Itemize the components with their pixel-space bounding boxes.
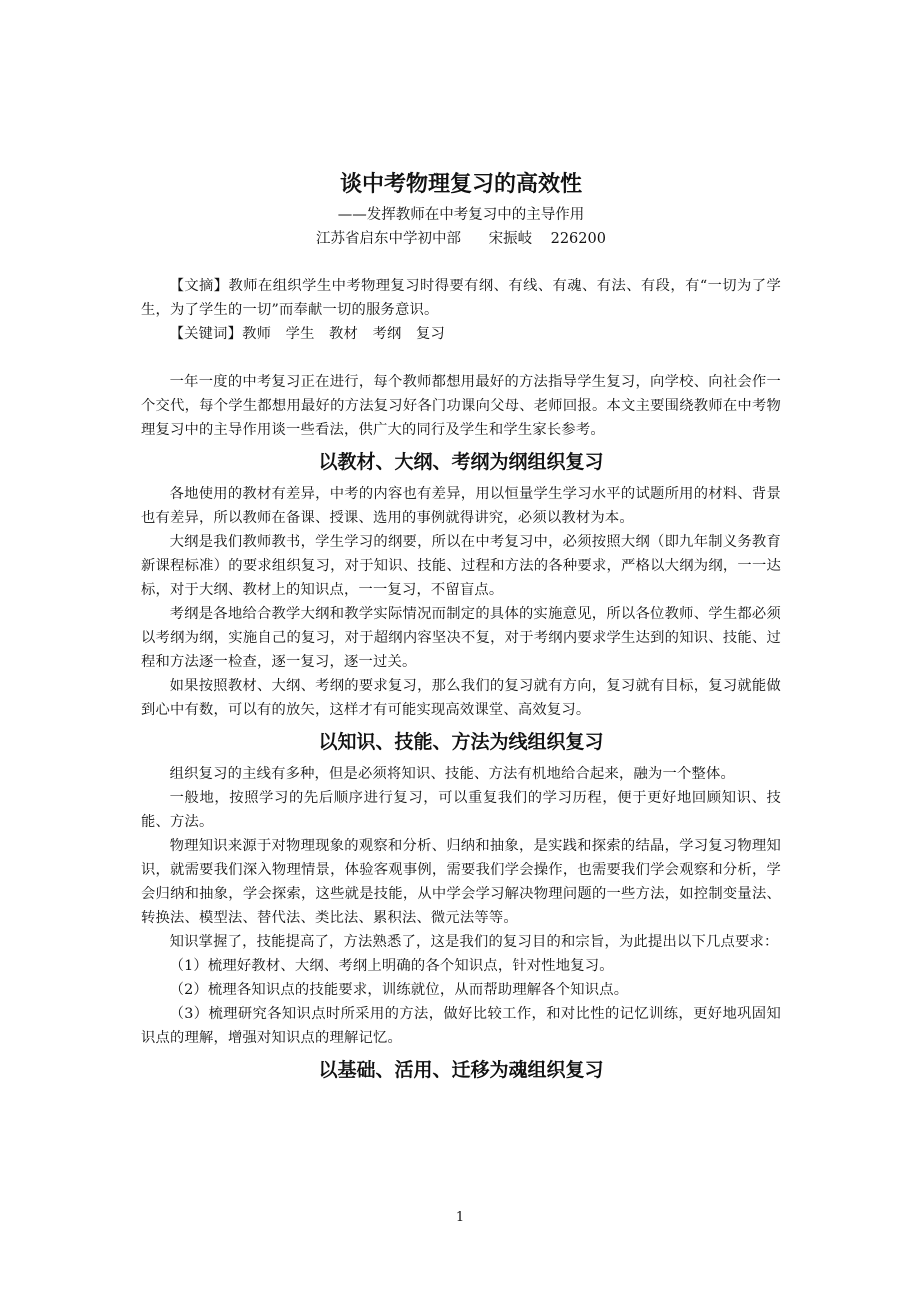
section-1-paragraph: 大纲是我们教师教书，学生学习的纲要，所以在中考复习中，必须按照大纲（即九年制义务教育新课程标准）的要求组织复习，对于知识、技能、过程和方法的各种要求，严格以大纲为纲，一一达标，对于大纲、教材上的知识点，一一复习，不留盲点。 xyxy=(141,534,781,598)
section-2-paragraph: 一般地，按照学习的先后顺序进行复习，可以重复我们的学习历程，便于更好地回顾知识、技能、方法。 xyxy=(141,790,781,830)
section-heading-1: 以教材、大纲、考纲为纲组织复习 xyxy=(318,451,604,473)
section-1-paragraph: 考纲是各地给合教学大纲和教学实际情况而制定的具体的实施意见，所以各位教师、学生都必须以考纲为纲，实施自己的复习，对于超纲内容坚决不复，对于考纲内要求学生达到的知识、技能、过程和方法逐一检查，逐一复习，逐一过关。 xyxy=(141,606,781,670)
keywords: 【关键词】教师 学生 教材 考纲 复习 xyxy=(169,326,446,342)
byline-author: 宋振岐 xyxy=(488,231,533,247)
abstract: 【文摘】教师在组织学生中考物理复习时得要有纲、有线、有魂、有法、有段，有“一切为了学生，为了学生的一切”而奉献一切的服务意识。 xyxy=(141,278,781,318)
page-title: 谈中考物理复习的高效性 xyxy=(339,172,582,197)
section-2-paragraph: 知识掌握了，技能提高了，方法熟悉了，这是我们的复习目的和宗旨，为此提出以下几点要求： xyxy=(169,934,779,950)
list-item: （3）梳理研究各知识点时所采用的方法，做好比较工作，和对比性的记忆训练，更好地巩固知识点的理解，增强对知识点的理解记忆。 xyxy=(141,1006,781,1046)
page-number: 1 xyxy=(455,1210,465,1225)
byline xyxy=(141,228,781,250)
section-2-paragraph: 组织复习的主线有多种，但是必须将知识、技能、方法有机地给合起来，融为一个整体。 xyxy=(169,766,735,782)
list-item: （2）梳理各知识点的技能要求，训练就位，从而帮助理解各个知识点。 xyxy=(169,982,629,998)
section-1-paragraph: 如果按照教材、大纲、考纲的要求复习，那么我们的复习就有方向，复习就有目标，复习就能做到心中有数，可以有的放矢，这样才有可能实现高效课堂、高效复习。 xyxy=(141,678,781,718)
section-heading-3: 以基础、活用、迁移为魂组织复习 xyxy=(318,1059,604,1081)
byline-postcode: 226200 xyxy=(550,231,606,247)
byline-school: 江苏省启东中学初中部 xyxy=(316,231,462,247)
section-1-paragraph: 各地使用的教材有差异，中考的内容也有差异，用以恒量学生学习水平的试题所用的材料、背景也有差异，所以教师在备课、授课、选用的事例就得讲究，必须以教材为本。 xyxy=(141,486,781,526)
intro-paragraph: 一年一度的中考复习正在进行，每个教师都想用最好的方法指导学生复习，向学校、向社会作一个交代，每个学生都想用最好的方法复习好各门功课向父母、老师回报。本文主要围绕教师在中考物理复习中的主导作用谈一些看法，供广大的同行及学生和学生家长参考。 xyxy=(141,374,781,438)
abstract-block xyxy=(141,274,781,346)
section-2-paragraph: 物理知识来源于对物理现象的观察和分析、归纳和抽象，是实践和探索的结晶，学习复习物理知识，就需要我们深入物理情景，体验客观事例，需要我们学会操作，也需要我们学会观察和分析，学会归纳和抽象，学会探索，这些就是技能，从中学会学习解决物理问题的一些方法，如控制变量法、转换法、模型法、替代法、类比法、累积法、微元法等等。 xyxy=(141,838,781,926)
section-heading-2: 以知识、技能、方法为线组织复习 xyxy=(318,731,604,753)
document-body xyxy=(141,168,781,1090)
page-subtitle: ——发挥教师在中考复习中的主导作用 xyxy=(337,207,585,223)
list-item: （1）梳理好教材、大纲、考纲上明确的各个知识点，针对性地复习。 xyxy=(169,958,614,974)
